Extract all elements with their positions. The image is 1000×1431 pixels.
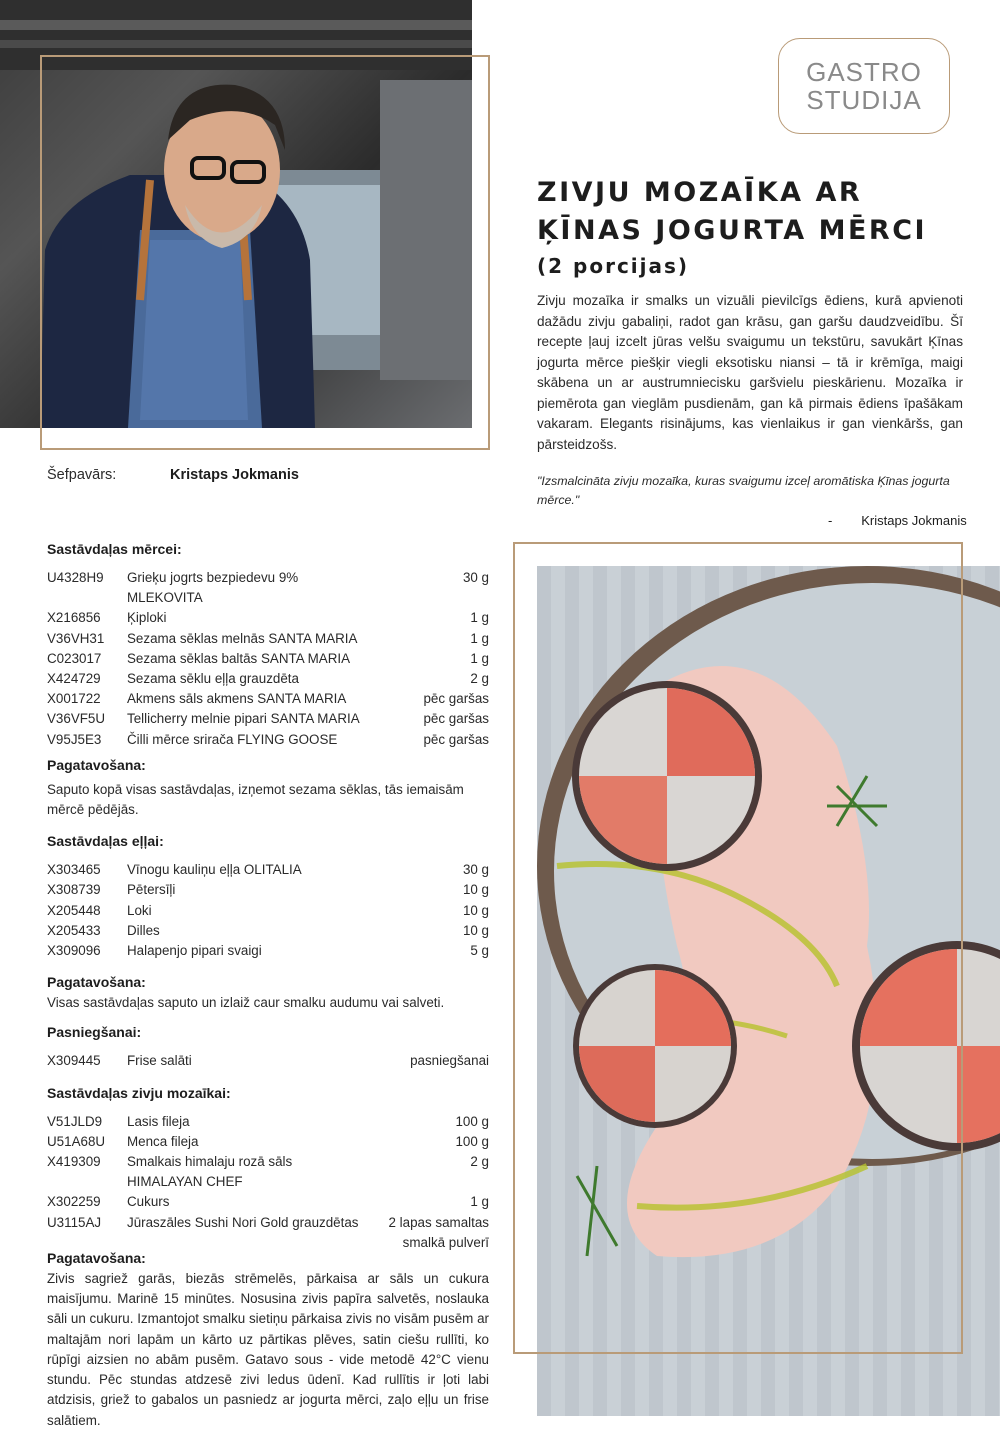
item-qty: 10 g	[462, 882, 489, 898]
item-name: Akmens sāls akmens SANTA MARIA	[127, 691, 347, 707]
chef-quote: "Izsmalcināta zivju mozaīka, kuras svaigumu izceļ aromātiska Ķīnas jogurta mērce."	[537, 474, 950, 507]
ingredients-column	[47, 538, 489, 1431]
item-name: Pētersīļi	[127, 882, 176, 898]
table-row	[47, 1112, 489, 1132]
item-code: U4328H9	[47, 570, 104, 585]
table-row	[47, 649, 489, 669]
oil-table	[47, 860, 489, 961]
item-code: X424729	[47, 671, 101, 687]
item-name: Menca fileja	[127, 1133, 199, 1149]
item-code: X205433	[47, 922, 101, 938]
item-code: V36VH31	[47, 630, 105, 646]
item-qty: 1 g	[470, 610, 489, 626]
sauce-heading: Sastāvdaļas mērcei:	[47, 541, 182, 557]
item-name: Smalkais himalaju rozā sāls HIMALAYAN CHEF	[127, 1154, 293, 1190]
item-code: X308739	[47, 882, 101, 898]
item-qty: pēc garšas	[423, 711, 489, 727]
item-qty: 10 g	[462, 902, 489, 918]
item-code: X309096	[47, 943, 101, 959]
serving-heading: Pasniegšanai:	[47, 1024, 142, 1041]
table-row	[47, 941, 489, 961]
chef-label: Šefpavārs:	[47, 467, 117, 483]
item-code: V51JLD9	[47, 1113, 103, 1129]
item-code: V36VF5U	[47, 711, 106, 727]
item-name: Tellicherry melnie pipari SANTA MARIA	[127, 711, 360, 727]
item-qty: 2 g	[470, 1154, 489, 1170]
sauce-table	[47, 568, 489, 750]
item-qty: 1 g	[470, 650, 489, 666]
item-code: C023017	[47, 650, 102, 666]
serving-table	[47, 1051, 489, 1071]
item-code: X216856	[47, 610, 101, 626]
item-qty: 10 g	[462, 922, 489, 938]
item-code: X302259	[47, 1194, 101, 1210]
table-row	[47, 730, 489, 750]
item-qty: 5 g	[470, 943, 489, 959]
table-row	[47, 1192, 489, 1212]
item-name: Cukurs	[127, 1194, 170, 1210]
table-row	[47, 1051, 489, 1071]
table-row	[47, 629, 489, 649]
dish-photo-frame	[513, 542, 963, 1354]
item-code: V95J5E3	[47, 731, 102, 747]
logo-line-1: GASTRO	[806, 57, 922, 87]
item-name: Grieķu jogrts bezpiedevu 9% MLEKOVITA	[127, 570, 299, 606]
item-name: Lasis fileja	[127, 1113, 190, 1129]
recipe-title: ZIVJU MOZAĪKA AR ĶĪNAS JOGURTA MĒRCI	[537, 177, 928, 246]
item-qty: 30 g	[462, 862, 489, 878]
item-qty: 100 g	[455, 1113, 489, 1129]
oil-heading: Sastāvdaļas eļļai:	[47, 833, 164, 850]
item-code: U3115AJ	[47, 1214, 102, 1230]
quote-author: - Kristaps Jokmanis	[828, 513, 967, 528]
chef-name: Kristaps Jokmanis	[170, 467, 299, 483]
table-row	[47, 1152, 489, 1192]
mosaic-table	[47, 1112, 489, 1253]
table-row	[47, 880, 489, 900]
item-name: Halapenjo pipari svaigi	[127, 943, 262, 959]
item-qty: pēc garšas	[423, 731, 489, 747]
sauce-prep-heading: Pagatavošana:	[47, 756, 146, 773]
item-name: Jūraszāles Sushi Nori Gold grauzdētas	[127, 1214, 359, 1230]
item-name: Ķiploki	[127, 610, 167, 626]
item-qty: 2 lapas samaltas smalkā pulverī	[388, 1214, 489, 1250]
item-name: Sezama sēklas melnās SANTA MARIA	[127, 630, 358, 646]
table-row	[47, 709, 489, 729]
mosaic-prep-heading: Pagatavošana:	[47, 1250, 146, 1267]
table-row	[47, 901, 489, 921]
item-name: Vīnogu kauliņu eļļa OLITALIA	[127, 862, 302, 878]
table-row	[47, 921, 489, 941]
table-row	[47, 608, 489, 628]
item-qty: 2 g	[470, 671, 489, 687]
item-qty: pasniegšanai	[410, 1053, 489, 1069]
item-code: X001722	[47, 691, 101, 707]
oil-prep-heading: Pagatavošana:	[47, 974, 146, 991]
table-row	[47, 1132, 489, 1152]
item-name: Čilli mērce srirača FLYING GOOSE	[127, 731, 338, 747]
item-qty: pēc garšas	[423, 691, 489, 707]
item-code: X419309	[47, 1154, 101, 1170]
gastro-studija-logo	[778, 38, 950, 134]
table-row	[47, 860, 489, 880]
sauce-prep-text: Saputo kopā visas sastāvdaļas, izņemot sezama sēklas, tās iemaisām mērcē pēdējās.	[47, 781, 464, 818]
recipe-intro: Zivju mozaīka ir smalks un vizuāli pievilcīgs ēdiens, kurā apvienoti dažādu zivju gabaliņi, radot gan krāsu, gan garšu daudzveidību. Šī recepte ļauj izcelt jūras velšu svaigumu un tekstūru, savukārt Ķīnas jogurta mērce piešķir viegli eksotisku niansi – tā ir krēmīga, maigi skābena un ar austrumniecisku garšvielu pieskārienu. Mozaīka ir piemērota gan vieglām pusdienām, gan kā pirmais ēdiens īpašākam vakaram. Elegants risinājums, kas vienlaikus ir gan vienkāršs, gan pārsteidzošs.	[537, 293, 963, 452]
portions: (2 porcijas)	[537, 254, 690, 278]
mosaic-prep-text: Zivis sagriež garās, biezās strēmelēs, pārkaisa ar sāls un cukura maisījumu. Marinē 15 minūtes. Nosusina zivis papīra salvetēs, noslauka sāli un cukuru. Izmantojot smalku sietiņu pārkaisa zivis no visām pusēm ar maltajām nori lapām un kārto uz pārtikas plēves, satin ciešu rullīti, ko rūpīgi aizsien no abām pusēm. Gatavo sous - vide metodē 42°C vienu stundu. Pēc stundas atdzesē zivi ledus ūdenī. Kad rullītis ir ļoti labi atdzisis, griež to gabalos un pasniedz ar jogurta mērci, zaļo eļļu un frise salātiem.	[47, 1271, 489, 1428]
chef-photo-frame	[40, 55, 490, 450]
item-code: X303465	[47, 862, 101, 878]
oil-prep-text: Visas sastāvdaļas saputo un izlaiž caur smalku audumu vai salveti.	[47, 995, 445, 1011]
item-name: Frise salāti	[127, 1053, 192, 1069]
table-row	[47, 669, 489, 689]
item-qty: 100 g	[455, 1133, 489, 1149]
item-qty: 30 g	[462, 570, 489, 585]
item-qty: 1 g	[470, 630, 489, 646]
item-code: X309445	[47, 1053, 101, 1069]
logo-line-2: STUDIJA	[806, 85, 922, 115]
item-name: Sezama sēklu eļļa grauzdēta	[127, 671, 299, 687]
table-row	[47, 568, 489, 608]
item-name: Loki	[127, 902, 152, 918]
item-qty: 1 g	[470, 1194, 489, 1210]
table-row	[47, 689, 489, 709]
item-name: Dilles	[127, 922, 160, 938]
item-code: X205448	[47, 902, 101, 918]
item-name: Sezama sēklas baltās SANTA MARIA	[127, 650, 351, 666]
item-code: U51A68U	[47, 1133, 106, 1149]
mosaic-heading: Sastāvdaļas zivju mozaīkai:	[47, 1084, 231, 1101]
